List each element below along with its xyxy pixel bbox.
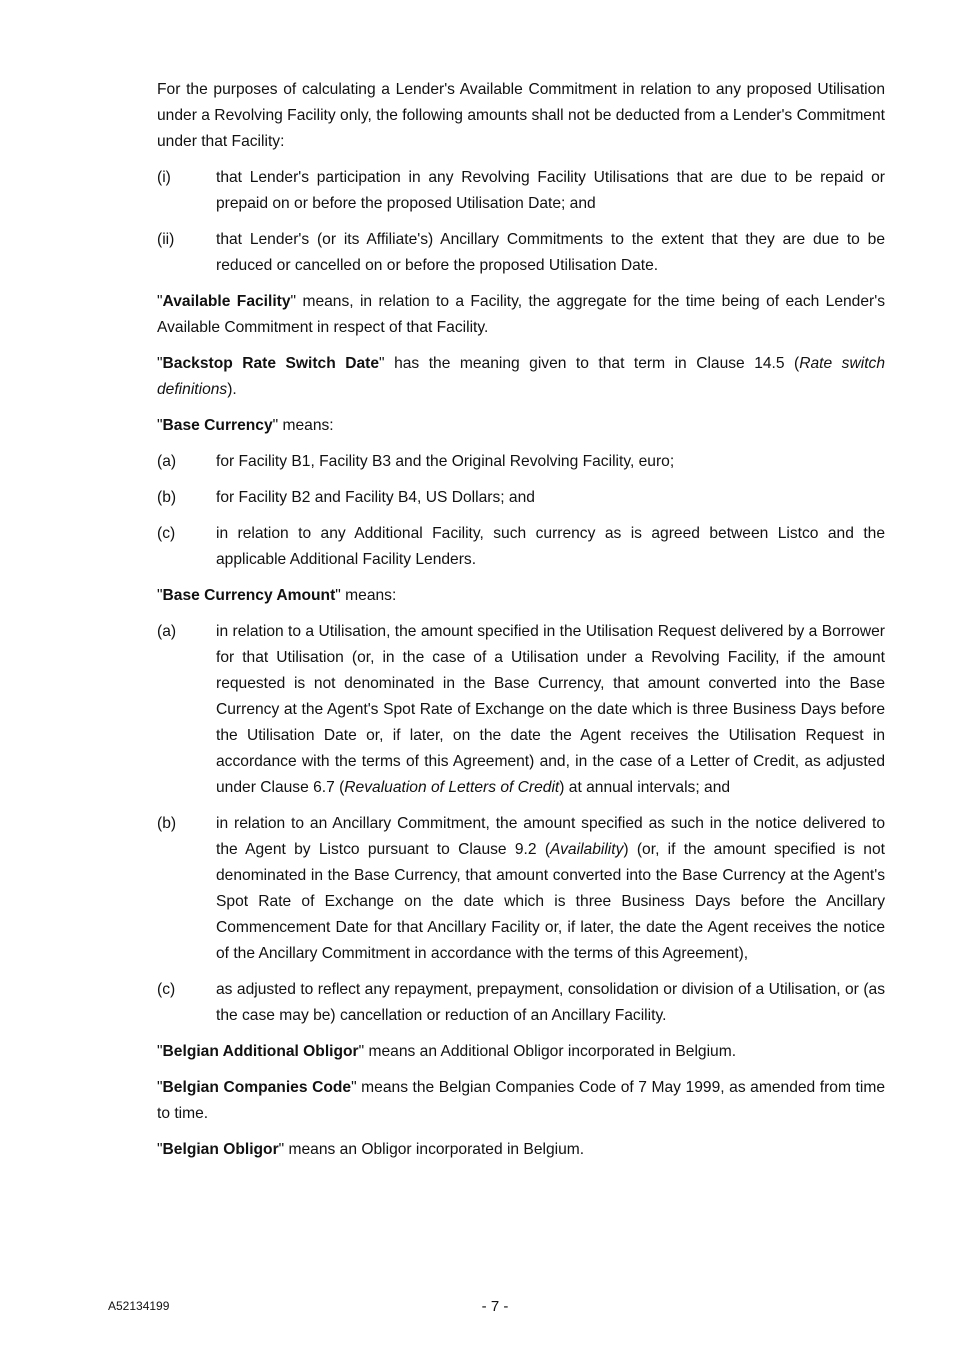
clause-reference: Availability [550, 841, 624, 858]
document-reference: A52134199 [108, 1299, 170, 1313]
definition-base-currency: "Base Currency" means: [157, 417, 334, 434]
defined-term: Belgian Obligor [162, 1141, 279, 1158]
intro-paragraph: For the purposes of calculating a Lender's Available Commitment in relation to any proposed Utilisation under a Revolving Facility only, the following amounts shall not be deducted from a Lender's Commitment under that Facility: [157, 81, 885, 150]
list-item [157, 521, 885, 573]
item-label: (c) [157, 981, 176, 998]
clause-reference: Revaluation of Letters of Credit [344, 779, 560, 796]
item-label: (a) [157, 453, 177, 470]
list-item [157, 449, 885, 475]
defined-term: Backstop Rate Switch Date [162, 355, 380, 372]
defined-term: Belgian Companies Code [162, 1079, 352, 1096]
item-label: (a) [157, 623, 177, 640]
definition-available-facility: "Available Facility" means, in relation to a Facility, the aggregate for the time being of each Lender's Available Commitment in respect of that Facility. [157, 293, 885, 336]
item-text: for Facility B2 and Facility B4, US Dollars; and [216, 489, 535, 506]
definition-belgian-companies-code: "Belgian Companies Code" means the Belgian Companies Code of 7 May 1999, as amended from time to time. [157, 1079, 886, 1122]
definition-belgian-additional-obligor: "Belgian Additional Obligor" means an Additional Obligor incorporated in Belgium. [157, 1043, 737, 1060]
item-label: (i) [157, 169, 171, 186]
item-text: that Lender's participation in any Revolving Facility Utilisations that are due to be repaid or prepaid on or before the proposed Utilisation Date; and [216, 169, 885, 212]
item-text: in relation to an Ancillary Commitment, the amount specified as such in the notice delivered to the Agent by Listco pursuant to Clause 9.2 (Availability) (or, if the amount specified is not denominated in the Base Currency, that amount converted into the Base Currency at the Agent's Spot Rate of Exchange on the date which is three Business Days before the Ancillary Commencement Date for that Ancillary Facility or, if later, the date the Agent receives the notice of the Ancillary Commitment in accordance with the terms of this Agreement), [216, 815, 885, 962]
defined-term: Belgian Additional Obligor [162, 1043, 359, 1060]
list-item [157, 227, 885, 279]
list-item [157, 165, 885, 217]
item-label: (b) [157, 815, 177, 832]
definition-backstop-rate-switch-date: "Backstop Rate Switch Date" has the meaning given to that term in Clause 14.5 (Rate switch definitions). [157, 355, 885, 398]
item-text: in relation to any Additional Facility, such currency as is agreed between Listco and the applicable Additional Facility Lenders. [216, 525, 885, 568]
item-text: that Lender's (or its Affiliate's) Ancillary Commitments to the extent that they are due to be reduced or cancelled on or before the proposed Utilisation Date. [216, 231, 885, 274]
item-text: as adjusted to reflect any repayment, prepayment, consolidation or division of a Utilisation, or (as the case may be) cancellation or reduction of an Ancillary Facility. [216, 981, 885, 1024]
list-item [157, 619, 885, 801]
list-item [157, 485, 885, 511]
definition-base-currency-amount: "Base Currency Amount" means: [157, 587, 397, 604]
defined-term: Base Currency [162, 417, 273, 434]
item-label: (b) [157, 489, 177, 506]
list-item [157, 977, 885, 1029]
page-number: - 7 - [481, 1298, 509, 1315]
list-item [157, 811, 885, 967]
clause-reference: Rate switch definitions [157, 355, 885, 398]
defined-term: Base Currency Amount [162, 587, 336, 604]
item-text: for Facility B1, Facility B3 and the Original Revolving Facility, euro; [216, 453, 675, 470]
defined-term: Available Facility [162, 293, 291, 310]
page-body [157, 77, 885, 1173]
definition-belgian-obligor: "Belgian Obligor" means an Obligor incorporated in Belgium. [157, 1141, 585, 1158]
item-label: (c) [157, 525, 176, 542]
item-text: in relation to a Utilisation, the amount specified in the Utilisation Request delivered by a Borrower for that Utilisation (or, in the case of a Utilisation under a Revolving Facility, if the amount requested is not denominated in the Base Currency, that amount converted into the Base Currency at the Agent's Spot Rate of Exchange on the date which is three Business Days before the Utilisation Date or, if later, on the date the Agent receives the Utilisation Request in accordance with the terms of this Agreement) and, in the case of a Letter of Credit, as adjusted under Clause 6.7 (Revaluation of Letters of Credit) at annual intervals; and [216, 623, 885, 796]
item-label: (ii) [157, 231, 175, 248]
